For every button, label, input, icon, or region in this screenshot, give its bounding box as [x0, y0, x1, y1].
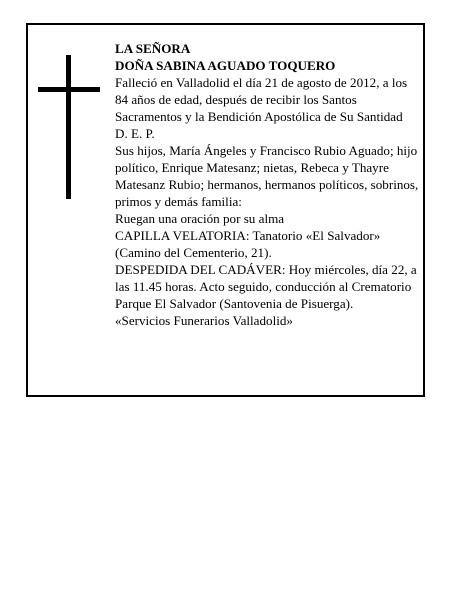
deceased-name: DOÑA SABINA AGUADO TOQUERO: [115, 58, 336, 73]
prayer-request: Ruegan una oración por su alma: [115, 211, 285, 226]
funeral-home: «Servicios Funerarios Valladolid»: [115, 313, 293, 328]
death-announcement: Falleció en Valladolid el día 21 de agosto de 2012, a los 84 años de edad, después de recibir los Santos Sacramentos y la Bendición Apostólica de Su Santidad: [115, 75, 408, 124]
cross-icon: [38, 55, 100, 199]
obituary-text: [115, 40, 421, 329]
rip-line: D. E. P.: [115, 126, 155, 141]
cross-horizontal-bar: [38, 87, 100, 92]
family-list: Sus hijos, María Ángeles y Francisco Rubio Aguado; hijo político, Enrique Matesanz; nietas, Rebeca y Thayre Matesanz Rubio; hermanos, hermanos políticos, sobrinos, primos y demás familia:: [115, 143, 419, 209]
farewell-details: DESPEDIDA DEL CADÁVER: Hoy miércoles, día 22, a las 11.45 horas. Acto seguido, conducción al Crematorio Parque El Salvador (Santovenia de Pisuerga).: [115, 262, 417, 311]
obituary-notice: [26, 23, 425, 397]
notice-heading: LA SEÑORA: [115, 41, 191, 56]
wake-location: CAPILLA VELATORIA: Tanatorio «El Salvador» (Camino del Cementerio, 21).: [115, 228, 381, 260]
cross-vertical-bar: [66, 55, 71, 199]
